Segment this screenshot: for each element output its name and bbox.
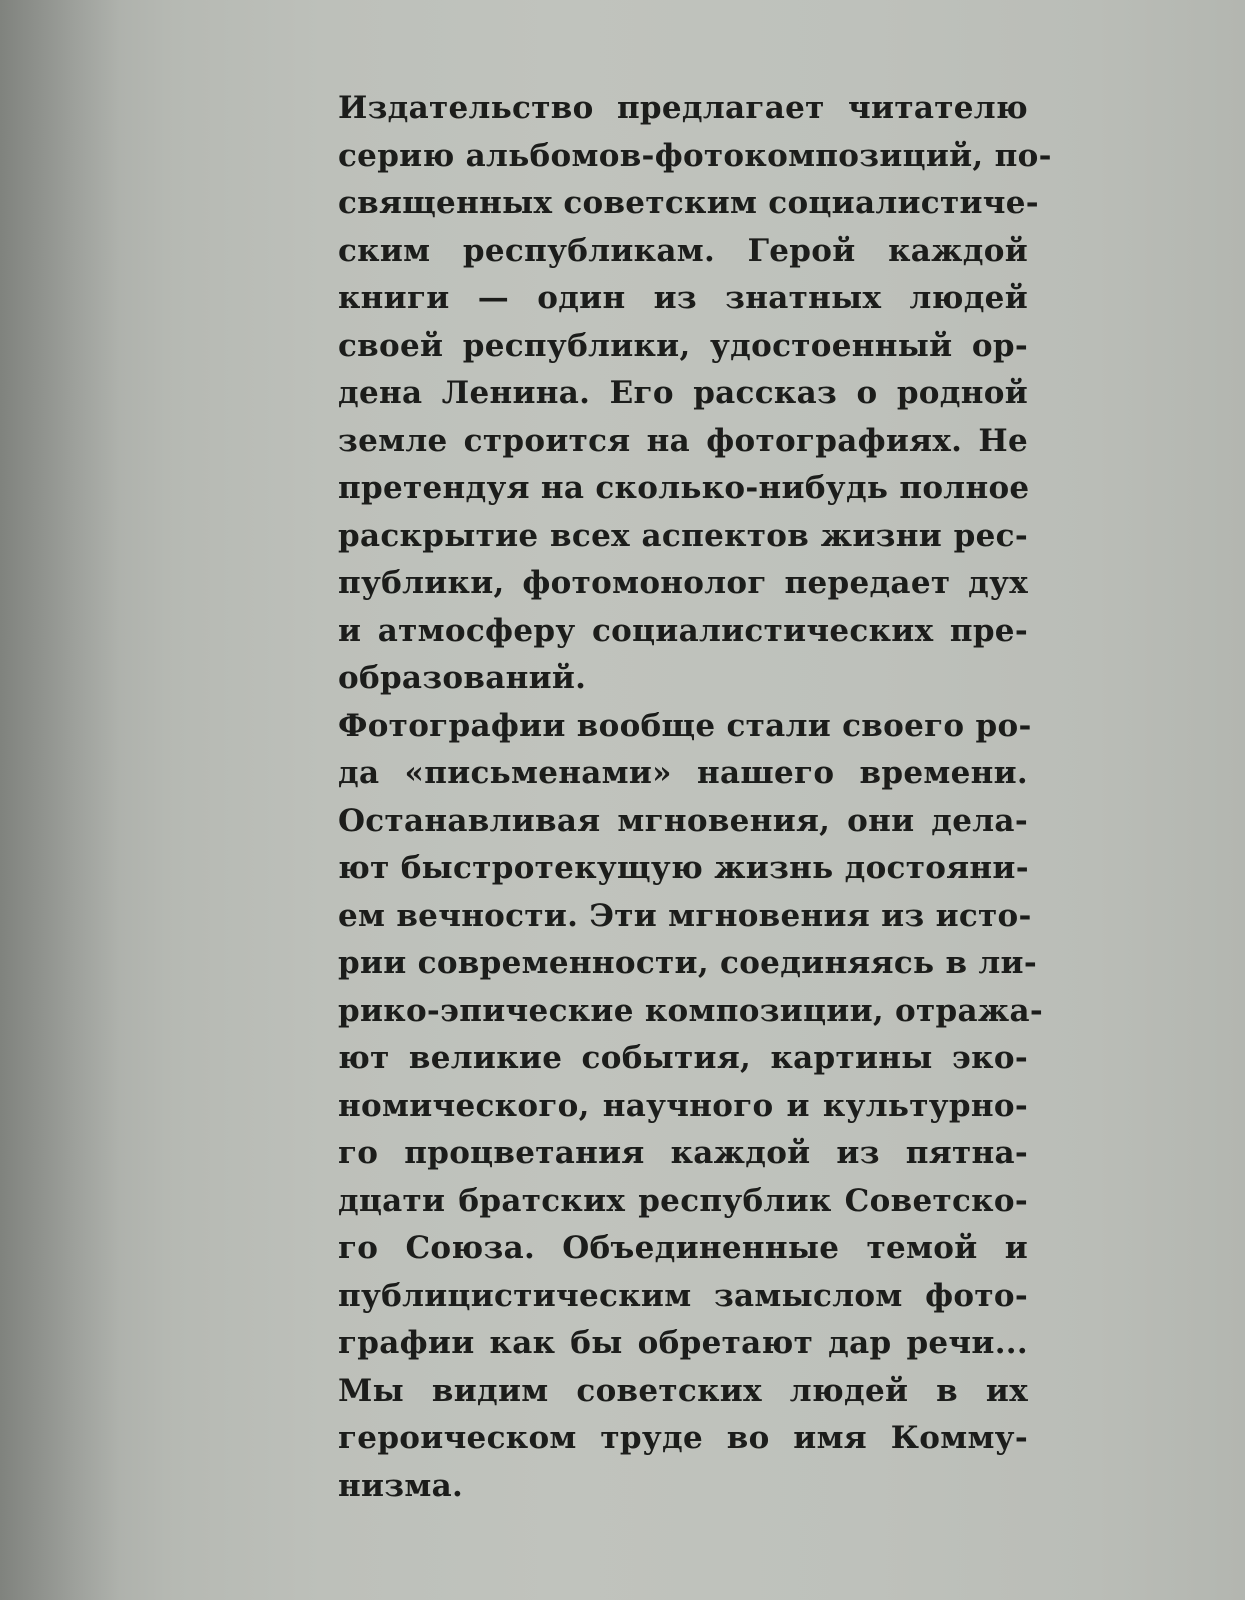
text-line: Останавливая мгновения, они дела- xyxy=(338,802,1028,839)
paragraph-2 xyxy=(338,703,1044,1511)
text-line: ем вечности. Эти мгновения из исто- xyxy=(338,897,1032,934)
text-line: образований. xyxy=(338,660,587,696)
text-line: претендуя на сколько-нибудь полное xyxy=(338,470,1030,506)
text-line: дена Ленина. Его рассказ о родной xyxy=(338,375,1028,411)
text-line: ют великие события, картины эко- xyxy=(338,1040,1028,1076)
text-line: книги — один из знатных людей xyxy=(338,280,1028,316)
text-line: раскрытие всех аспектов жизни рес- xyxy=(338,517,1028,554)
text-line: да «письменами» нашего времени. xyxy=(338,755,1028,791)
text-line: и атмосферу социалистических пре- xyxy=(338,612,1028,649)
text-line: земле строится на фотографиях. Не xyxy=(338,422,1028,459)
text-line: дцати братских республик Советско- xyxy=(338,1182,1028,1219)
paragraph-1 xyxy=(338,85,1052,703)
text-line: публицистическим замыслом фото- xyxy=(338,1277,1028,1314)
text-line: ют быстротекущую жизнь достояни- xyxy=(338,850,1029,886)
text-line: священных советским социалистиче- xyxy=(338,185,1039,221)
text-line: Мы видим советских людей в их xyxy=(338,1372,1028,1409)
text-line: низма. xyxy=(338,1467,464,1504)
text-line: го Союза. Объединенные темой и xyxy=(338,1230,1028,1266)
page-binding-shadow xyxy=(0,0,120,1600)
text-line: номического, научного и культурно- xyxy=(338,1087,1028,1124)
text-line: своей республики, удостоенный ор- xyxy=(338,327,1028,364)
text-line: публики, фотомонолог передает дух xyxy=(338,565,1028,601)
text-line: графии как бы обретают дар речи... xyxy=(338,1325,1028,1361)
text-line: Издательство предлагает читателю xyxy=(338,90,1028,126)
text-line: Фотографии вообще стали своего ро- xyxy=(338,707,1032,744)
text-line: ским республикам. Герой каждой xyxy=(338,232,1028,269)
text-line: героическом труде во имя Комму- xyxy=(338,1420,1028,1456)
page-text-block xyxy=(338,85,1052,1510)
text-line: го процветания каждой из пятна- xyxy=(338,1135,1028,1171)
text-line: рико-эпические композиции, отража- xyxy=(338,992,1044,1029)
text-line: серию альбомов-фотокомпозиций, по- xyxy=(338,137,1052,174)
text-line: рии современности, соединяясь в ли- xyxy=(338,945,1037,981)
